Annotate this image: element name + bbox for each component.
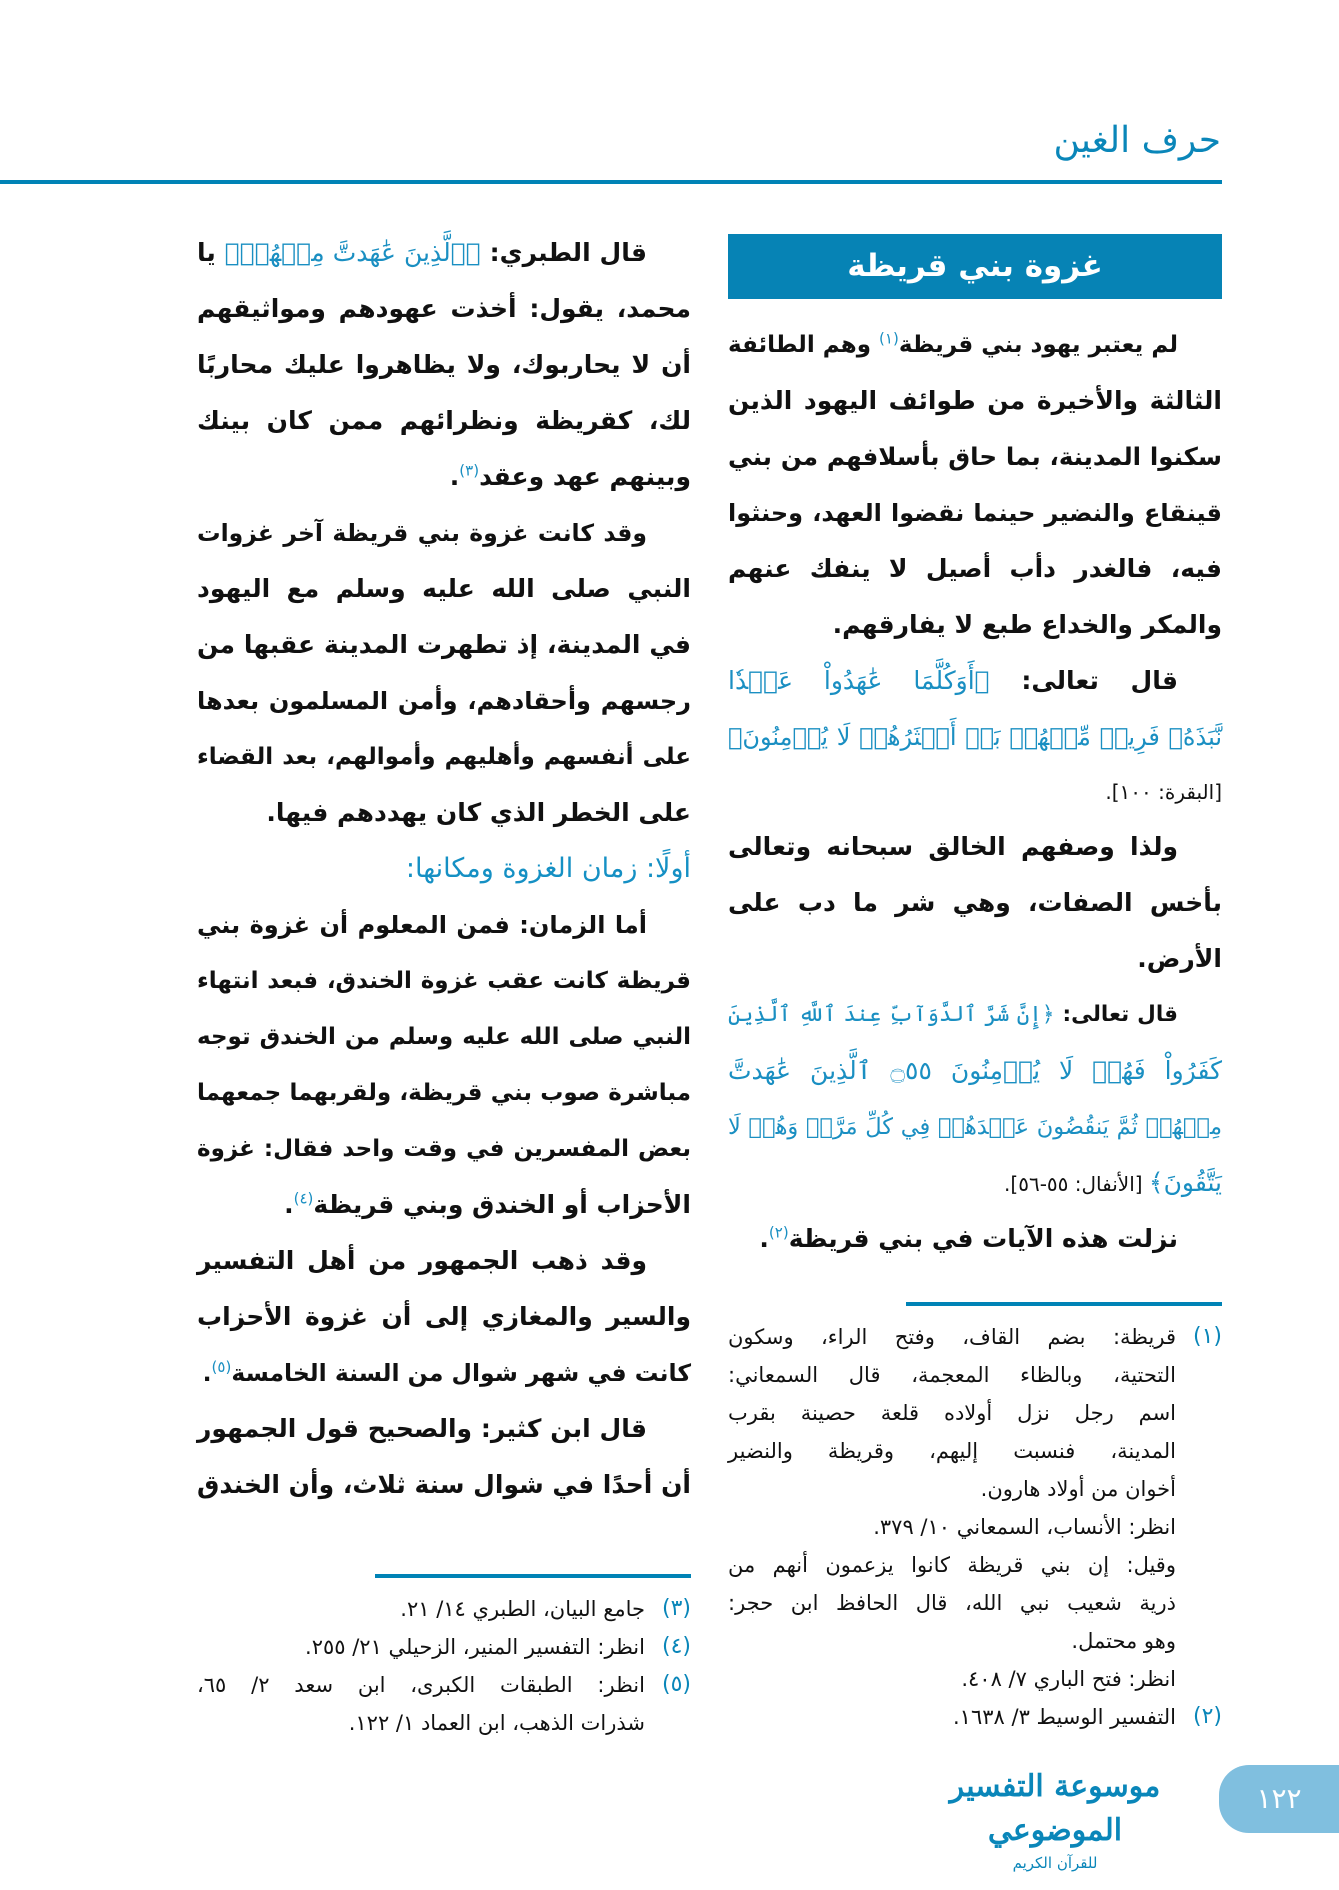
- quran-verse: ﴿ٱلَّذِينَ عَٰهَدتَّ مِنۡهُمۡ﴾: [224, 238, 481, 267]
- quran-verse: يَتَّقُونَ﴾: [1148, 1168, 1222, 1197]
- paragraph: [728, 987, 1222, 1211]
- text-line: [728, 317, 1222, 373]
- text-line: قريظة كانت عقب غزوة الخندق، فبعد انتهاء: [197, 968, 691, 994]
- text-line: [197, 1177, 691, 1233]
- footnote-line: التحتية، وبالظاء المعجمة، قال السمعاني:: [728, 1363, 1176, 1387]
- footnote-line: انظر: التفسير المنير، الزحيلي ٢١/ ٢٥٥.: [305, 1635, 645, 1659]
- text-line: [728, 653, 1222, 709]
- text-run: كانت في شهر شوال من السنة الخامسة: [231, 1359, 691, 1387]
- text-run: .: [449, 462, 460, 491]
- header-divider: [0, 180, 1222, 184]
- text-line: على أنفسهم وأهليهم وأموالهم، بعد القضاء: [197, 744, 691, 770]
- text-line: [197, 449, 691, 505]
- paragraph: [197, 1233, 691, 1401]
- text-line: [728, 709, 1222, 765]
- text-line: [728, 1043, 1222, 1099]
- quran-verse: نَّبَذَهُۥ فَرِيقٞ مِّنۡهُمۚ بَلۡ أَكۡثَرُهُمۡ لَا يُؤۡمِنُونَ﴾: [728, 723, 1222, 751]
- footnote: [197, 1628, 691, 1666]
- text-line: قال ابن كثير: والصحيح قول الجمهور: [197, 1414, 647, 1443]
- footnote-line: جامع البيان، الطبري ١٤/ ٢١.: [400, 1597, 645, 1621]
- text-line: بعض المفسرين في وقت واحد فقال: غزوة: [197, 1136, 691, 1162]
- text-line: [728, 1211, 1222, 1267]
- text-run: وبينهم عهد وعقد: [479, 462, 691, 491]
- paragraph: [728, 765, 1222, 819]
- left-column: [197, 225, 691, 1513]
- text-run: .: [202, 1359, 212, 1387]
- right-column-body: [728, 317, 1222, 1267]
- text-line: محمد، يقول: أخذت عهودهم ومواثيقهم: [197, 294, 691, 323]
- text-line: [728, 987, 1222, 1043]
- article-title: غزوة بني قريظة: [728, 234, 1222, 299]
- footnote-number: (٥): [661, 1672, 691, 1697]
- verse-reference: [الأنفال: ٥٥-٥٦].: [1004, 1172, 1149, 1196]
- text-line: النبي صلى الله عليه وسلم من الخندق توجه: [197, 1024, 691, 1050]
- footnote-ref: (١): [879, 329, 899, 348]
- footnote-line: وقيل: إن بني قريظة كانوا يزعمون أنهم من: [728, 1553, 1176, 1577]
- footnote-ref: (٣): [459, 461, 480, 480]
- footnote-line: التفسير الوسيط ٣/ ١٦٣٨.: [952, 1705, 1176, 1729]
- text-run: وهم الطائفة: [728, 332, 880, 358]
- quran-verse: ﴿إِنَّ شَرَّ ٱلدَّوَآبِّ عِندَ ٱللَّهِ ٱلَّذِينَ: [728, 1002, 1055, 1027]
- paragraph: [197, 897, 691, 1233]
- footnote-line: وهو محتمل.: [1071, 1629, 1176, 1653]
- left-footnotes: [197, 1574, 691, 1742]
- text-line: رجسهم وأحقادهم، وأمن المسلمون بعدها: [197, 687, 691, 715]
- subheading: [197, 841, 691, 897]
- logo-title: موسوعة التفسير الموضوعي: [949, 1769, 1161, 1848]
- page-number: ١٢٢: [1219, 1765, 1339, 1833]
- footnote-list: [728, 1318, 1222, 1736]
- text-run: الأحزاب أو الخندق وبني قريظة: [313, 1190, 691, 1219]
- paragraph: [728, 317, 1222, 653]
- footnote-ref: (٥): [211, 1358, 232, 1377]
- paragraph: [197, 505, 691, 841]
- footnote-list: [197, 1590, 691, 1742]
- text-line: [197, 225, 691, 281]
- footnote-line: انظر: الأنساب، السمعاني ١٠/ ٣٧٩.: [873, 1515, 1176, 1539]
- text-line: أن أحدًا في شوال سنة ثلاث، وأن الخندق: [197, 1470, 691, 1499]
- right-column: [728, 234, 1222, 1267]
- footnote-line: أخوان من أولاد هارون.: [980, 1477, 1176, 1501]
- text-line: [البقرة: ١٠٠].: [1105, 780, 1222, 804]
- left-column-body: [197, 225, 691, 1513]
- right-footnotes: [728, 1302, 1222, 1736]
- quran-verse: كَفَرُواْ فَهُمۡ لَا يُؤۡمِنُونَ ۝٥٥ ٱلَّذِينَ عَٰهَدتَّ: [728, 1056, 1222, 1085]
- footnote-ref: (٢): [768, 1223, 789, 1242]
- text-line: وقد ذهب الجمهور من أهل التفسير: [197, 1246, 647, 1275]
- paragraph: [197, 1401, 691, 1513]
- footnote-line: انظر: الطبقات الكبرى، ابن سعد ٢/ ٦٥،: [197, 1673, 645, 1697]
- text-line: الأرض.: [1137, 944, 1222, 973]
- paragraph: [728, 819, 1222, 987]
- footnote: [728, 1698, 1222, 1736]
- text-line: الثالثة والأخيرة من طوائف اليهود الذين: [728, 386, 1222, 415]
- text-line: لك، كقريظة ونظرائهم ممن كان بينك: [197, 406, 691, 435]
- text-line: أولًا: زمان الغزوة ومكانها:: [405, 853, 691, 884]
- text-line: والمكر والخداع طبع لا يفارقهم.: [832, 610, 1222, 639]
- quran-verse: ﴿أَوَكُلَّمَا عَٰهَدُواْ عَهۡدٗا: [728, 666, 990, 695]
- footnote: [728, 1318, 1222, 1698]
- paragraph: [197, 225, 691, 505]
- footnote-number: (٤): [661, 1634, 691, 1659]
- text-line: النبي صلى الله عليه وسلم مع اليهود: [197, 574, 691, 603]
- text-run: .: [759, 1224, 769, 1253]
- logo-subtitle: للقرآن الكريم: [1012, 1854, 1098, 1872]
- text-line: أن لا يحاربوك، ولا يظاهروا عليك محاربًا: [197, 350, 691, 379]
- footnote-ref: (٤): [293, 1189, 314, 1208]
- footnote-line: قريظة: بضم القاف، وفتح الراء، وسكون: [728, 1325, 1176, 1349]
- text-line: فيه، فالغدر دأب أصيل لا ينفك عنهم: [728, 554, 1222, 583]
- text-line: ولذا وصفهم الخالق سبحانه وتعالى: [728, 832, 1178, 861]
- footnote-number: (٣): [661, 1596, 691, 1621]
- text-run: قال تعالى:: [989, 666, 1178, 695]
- text-run: قال الطبري:: [480, 238, 647, 267]
- quran-verse: مِنۡهُمۡ ثُمَّ يَنقُضُونَ عَهۡدَهُمۡ فِي كُلِّ مَرَّةٖ وَهُمۡ لَا: [728, 1114, 1222, 1140]
- paragraph: [728, 1211, 1222, 1267]
- footnote-line: شذرات الذهب، ابن العماد ١/ ١٢٢.: [348, 1711, 645, 1735]
- text-run: لم يعتبر يهود بني قريظة: [898, 332, 1178, 358]
- footnote: [197, 1666, 691, 1742]
- text-line: بأخس الصفات، وهي شر ما دب على: [728, 888, 1222, 917]
- text-line: في المدينة، إذ تطهرت المدينة عقبها من: [197, 630, 691, 659]
- section-title: حرف الغين: [1053, 120, 1221, 161]
- footnote-line: اسم رجل نزل أولاده قلعة حصينة بقرب: [728, 1401, 1176, 1425]
- footnote: [197, 1590, 691, 1628]
- footnote-line: المدينة، فنسبت إليهم، وقريظة والنضير: [728, 1439, 1176, 1463]
- text-line: سكنوا المدينة، بما حاق بأسلافهم من بني: [728, 442, 1222, 471]
- text-line: مباشرة صوب بني قريظة، ولقربهما جمعهما: [197, 1080, 691, 1106]
- text-line: والسير والمغازي إلى أن غزوة الأحزاب: [197, 1302, 691, 1331]
- encyclopedia-logo: [930, 1765, 1180, 1873]
- paragraph: [728, 653, 1222, 765]
- text-run: يا: [197, 238, 225, 267]
- text-line: أما الزمان: فمن المعلوم أن غزوة بني: [197, 911, 647, 939]
- text-run: قال تعالى:: [1054, 1002, 1178, 1027]
- text-line: [728, 1155, 1222, 1211]
- text-line: قينقاع والنضير حينما نقضوا العهد، وحنثوا: [728, 499, 1222, 527]
- text-run: نزلت هذه الآيات في بني قريظة: [788, 1224, 1178, 1253]
- footnote-number: (٢): [1192, 1704, 1222, 1729]
- text-run: .: [284, 1190, 294, 1219]
- footnote-line: ذرية شعيب نبي الله، قال الحافظ ابن حجر:: [728, 1591, 1176, 1615]
- footnote-number: (١): [1192, 1324, 1222, 1349]
- text-line: [197, 1345, 691, 1401]
- footnote-line: انظر: فتح الباري ٧/ ٤٠٨.: [961, 1667, 1176, 1691]
- text-line: على الخطر الذي كان يهددهم فيها.: [266, 798, 691, 827]
- text-line: [728, 1099, 1222, 1155]
- text-line: وقد كانت غزوة بني قريظة آخر غزوات: [197, 519, 647, 547]
